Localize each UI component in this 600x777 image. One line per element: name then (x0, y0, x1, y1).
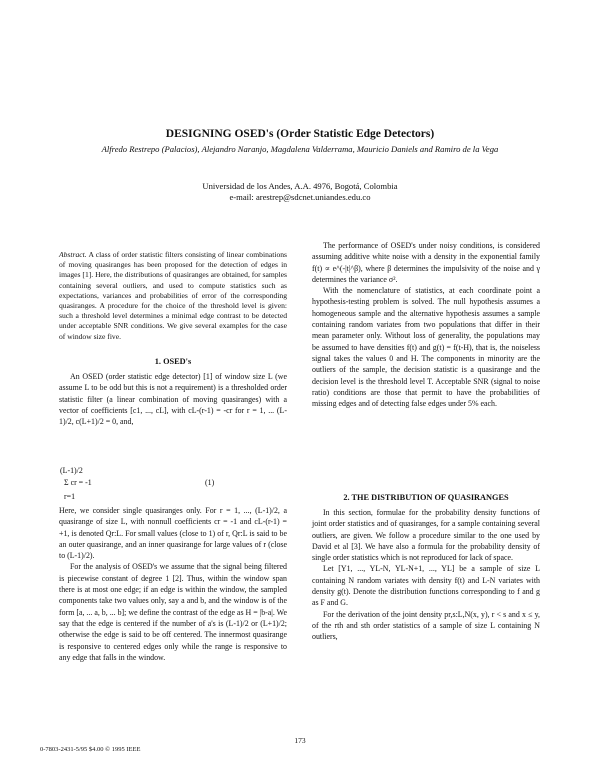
abstract (59, 250, 287, 342)
equation-lower-limit: r=1 (64, 492, 76, 501)
section-2-body (312, 507, 540, 643)
author-list: Alfredo Restrepo (Palacios), Alejandro Naranjo, Magdalena Valderrama, Mauricio Daniels and Ramiro de la Vega (101, 144, 499, 154)
abstract-text: A class of order statistic filters consisting of linear combinations of moving quasiranges has been proposed for the detection of edges in images [1]. Here, the distributions of quasiranges are obtained, for samples containing several outliers, and used to compute statistics such as expectations, variances and probabilities of error of the corresponding quasiranges. A procedure for the choice of the threshold level is given: such a threshold level determines a minimal edge contrast to be detected under acceptable SNR conditions. We give several examples for the case of window size five. (59, 250, 288, 341)
right-paragraph-2: With the nomenclature of statistics, at each coordinate point a hypothesis-testing problem is solved. The null hypothesis assumes a homogeneous sample and the alternative hypothesis assumes a sample containing random variates from two populations that differ in their mean parameter only. Without loss of generality, the populations may be assumed to have densities f(t) and g(t) = f(t-H), that is, the noiseless signal takes the values 0 and H. The components in minority are the outliers of the sample, the decision statistic is a quasirange and the decision level is the threshold level T. Acceptable SNR (signal to noise ratio) conditions are those that permit to have the probabilities of missing edges and of detecting false edges under 5% each. (312, 286, 540, 409)
section-1-paragraph-3: For the analysis of OSED's we assume that the signal being filtered is piecewise constant of degree 1 [2]. Thus, within the window span there is at most one edge; if an edge is within the window, the sampled components take two values only, say a and b, and the window is of the form [a, ... a, b, ... b]; we define the contrast of the edge as H = |b-a|. We say that the edge is centered if the number of a's is (L-1)/2 or (L+1)/2; otherwise the edge is said to be off centered. The innermost quasirange is responsive to centered edges only while the range is responsive to any edge that falls in the window. (59, 562, 287, 662)
section-1-paragraph-1: An OSED (order statistic edge detector) [1] of window size L (we assume L to be odd but this is not a requirement) is a thresholded order statistic filter (a linear combination of moving quasiranges) with a vector of coefficients [c1, ..., cL], with cL-(r-1) = -cr for r = 1, ... (L-1)/2, c(L+1)/2 = 0, and, (59, 372, 287, 427)
affiliation: Universidad de los Andes, A.A. 4976, Bogotá, Colombia (202, 181, 398, 191)
right-paragraph-4: Let [Y1, ..., YL-N, YL-N+1, ..., YL] be a sample of size L containing N random variates with density f(t) and L-N variates with density g(t). Denote the distribution functions corresponding to f and g as F and G. (312, 564, 540, 608)
right-paragraph-5: For the derivation of the joint density pr,s:L,N(x, y), r < s and x ≤ y, of the rth and sth order statistics of a sample of size L containing N outliers, (312, 609, 540, 642)
paper-title: DESIGNING OSED's (Order Statistic Edge Detectors) (165, 128, 435, 140)
right-paragraph-1: The performance of OSED's under noisy conditions, is considered assuming additive white noise with a density in the exponential family f(t) ∝ e^(-|t|^β), where β determines the impulsivity of the noise and γ determines the variance σ². (312, 241, 540, 284)
page-number: 173 (294, 736, 306, 745)
abstract-label: Abstract. (59, 250, 87, 259)
affiliation-block (90, 181, 510, 203)
equation-upper-limit: (L-1)/2 (60, 466, 83, 475)
section-1-paragraph-2: Here, we consider single quasiranges only. For r = 1, ..., (L-1)/2, a quasirange of size L, with nonnull coefficients cr = -1 and cL-(r-1) = +1, is denoted Qr:L. For small values (close to 1) of r, Qr:L is said to be an outer quasirange, and an inner quasirange for large values of r (close to (L-1)/2). (59, 506, 287, 561)
section-1-continued (59, 505, 287, 663)
section-1-body (59, 371, 287, 427)
equation-number: (1) (205, 478, 215, 487)
section-1-heading: 1. OSED's (154, 357, 192, 366)
email: e-mail: arestrep@sdcnet.uniandes.edu.co (229, 192, 371, 202)
right-paragraph-3: In this section, formulae for the probability density functions of joint order statistics and of quasiranges, for a sample containing several outliers, are given. We follow a procedure similar to the one used by David et al [3]. We have also a formula for the probability density of single order statistics which is not reproduced for lack of space. (312, 508, 540, 563)
copyright-footer: 0-7803-2431-5/95 $4.00 © 1995 IEEE (40, 746, 141, 753)
section-2-heading: 2. THE DISTRIBUTION OF QUASIRANGES (343, 493, 509, 502)
equation-body: Σ cr = -1 (64, 478, 92, 487)
right-column (312, 240, 540, 409)
